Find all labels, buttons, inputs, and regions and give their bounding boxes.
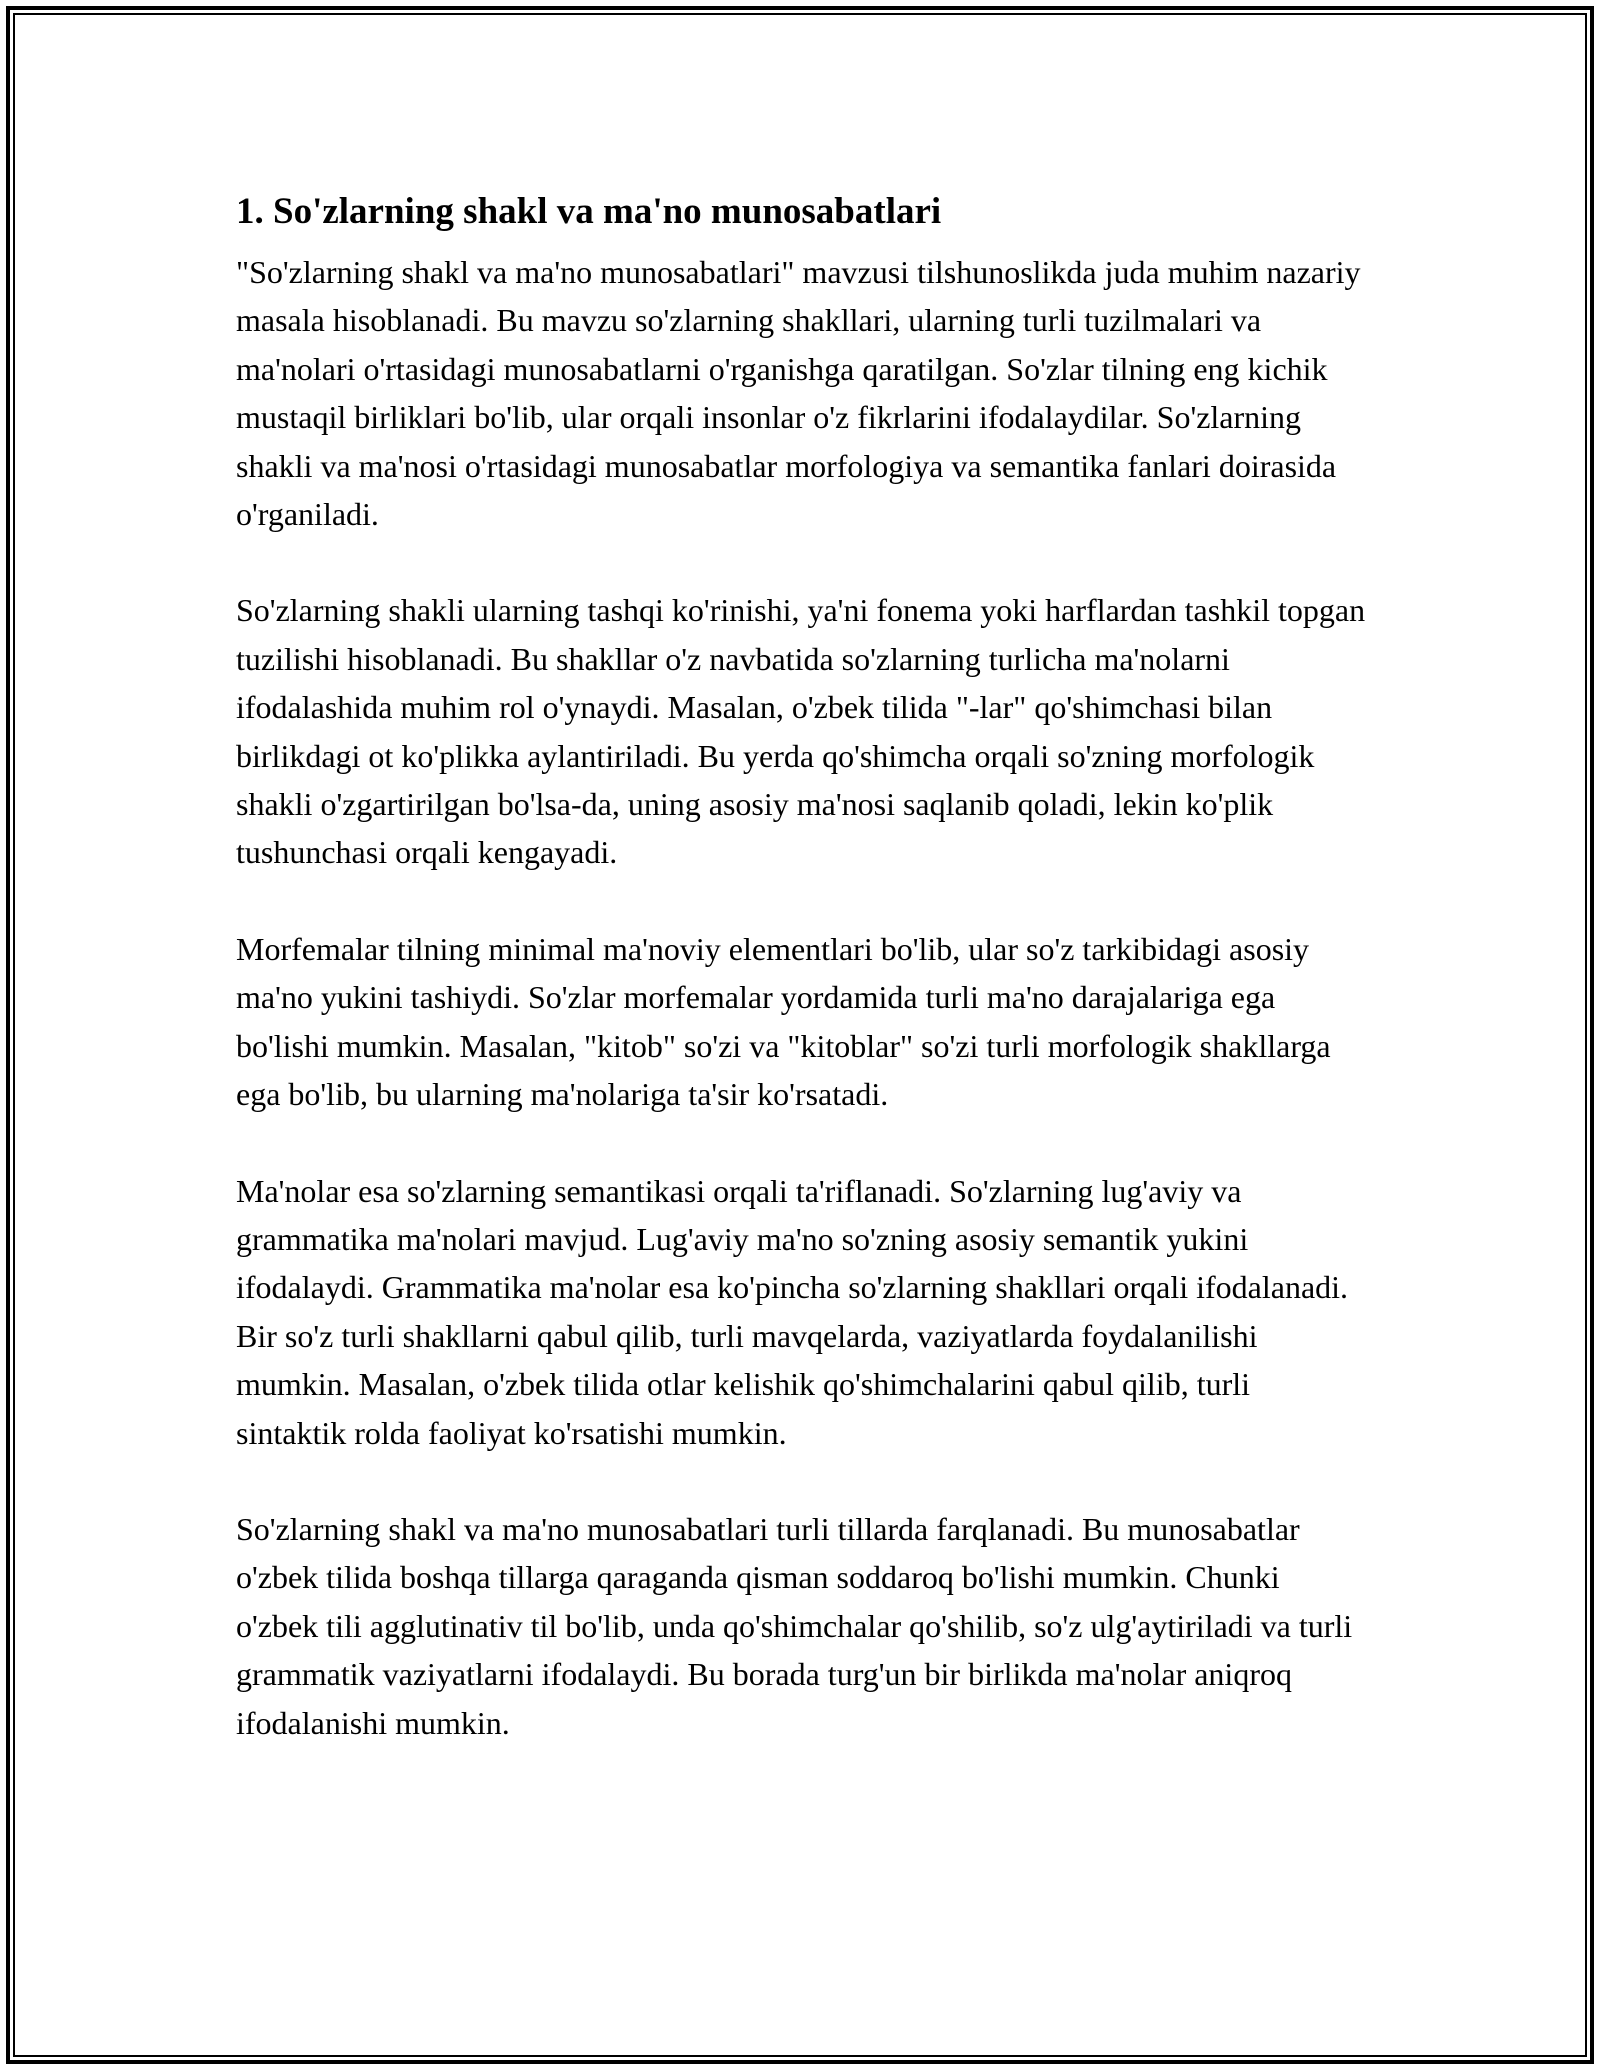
paragraph-2: So'zlarning shakli ularning tashqi ko'rinishi, ya'ni fonema yoki harflardan tashkil topgan tuzilishi hisoblanadi. Bu shakllar o'z navbatida so'zlarning turlicha ma'nolarni ifodalashida muhim rol o'ynaydi. Masalan, o'zbek tilida "-lar" qo'shimchasi bilan birlikdagi ot ko'plikka aylantiriladi. Bu yerda qo'shimcha orqali so'zning morfologik shakli o'zgartirilgan bo'lsa-da, uning asosiy ma'nosi saqlanib qoladi, lekin ko'plik tushunchasi orqali kengayadi. [236,592,1366,871]
paragraph-1: "So'zlarning shakl va ma'no munosabatlari" mavzusi tilshunoslikda juda muhim nazariy masala hisoblanadi. Bu mavzu so'zlarning shakllari, ularning turli tuzilmalari va ma'nolari o'rtasidagi munosabatlarni o'rganishga qaratilgan. So'zlar tilning eng kichik mustaqil birliklari bo'lib, ular orqali insonlar o'z fikrlarini ifodalaydilar. So'zlarning shakli va ma'nosi o'rtasidagi munosabatlar morfologiya va semantika fanlari doirasida o'rganiladi. [236,254,1361,533]
paragraph-5: So'zlarning shakl va ma'no munosabatlari turli tillarda farqlanadi. Bu munosabatlar o'zbek tilida boshqa tillarga qaraganda qisman soddaroq bo'lishi mumkin. Chunki o'zbek tili agglutinativ til bo'lib, unda qo'shimchalar qo'shilib, so'z ulg'aytiriladi va turli grammatik vaziyatlarni ifodalaydi. Bu borada turg'un bir birlikda ma'nolar aniqroq ifodalanishi mumkin. [236,1510,1353,1741]
document-body [236,186,1366,1795]
paragraph-4: Ma'nolar esa so'zlarning semantikasi orqali ta'riflanadi. So'zlarning lug'aviy va grammatika ma'nolari mavjud. Lug'aviy ma'no so'zning asosiy semantik yukini ifodalaydi. Grammatika ma'nolar esa ko'pincha so'zlarning shakllari orqali ifodalanadi. Bir so'z turli shakllarni qabul qilib, turli mavqelarda, vaziyatlarda foydalanilishi mumkin. Masalan, o'zbek tilida otlar kelishik qo'shimchalarini qabul qilib, turli sintaktik rolda faoliyat ko'rsatishi mumkin. [236,1172,1349,1451]
section-heading: 1. So'zlarning shakl va ma'no munosabatlari [236,191,942,232]
paragraph-3: Morfemalar tilning minimal ma'noviy elementlari bo'lib, ular so'z tarkibidagi asosiy ma'no yukini tashiydi. So'zlar morfemalar yordamida turli ma'no darajalariga ega bo'lishi mumkin. Masalan, "kitob" so'zi va "kitoblar" so'zi turli morfologik shakllarga ega bo'lib, bu ularning ma'nolariga ta'sir ko'rsatadi. [236,930,1331,1113]
